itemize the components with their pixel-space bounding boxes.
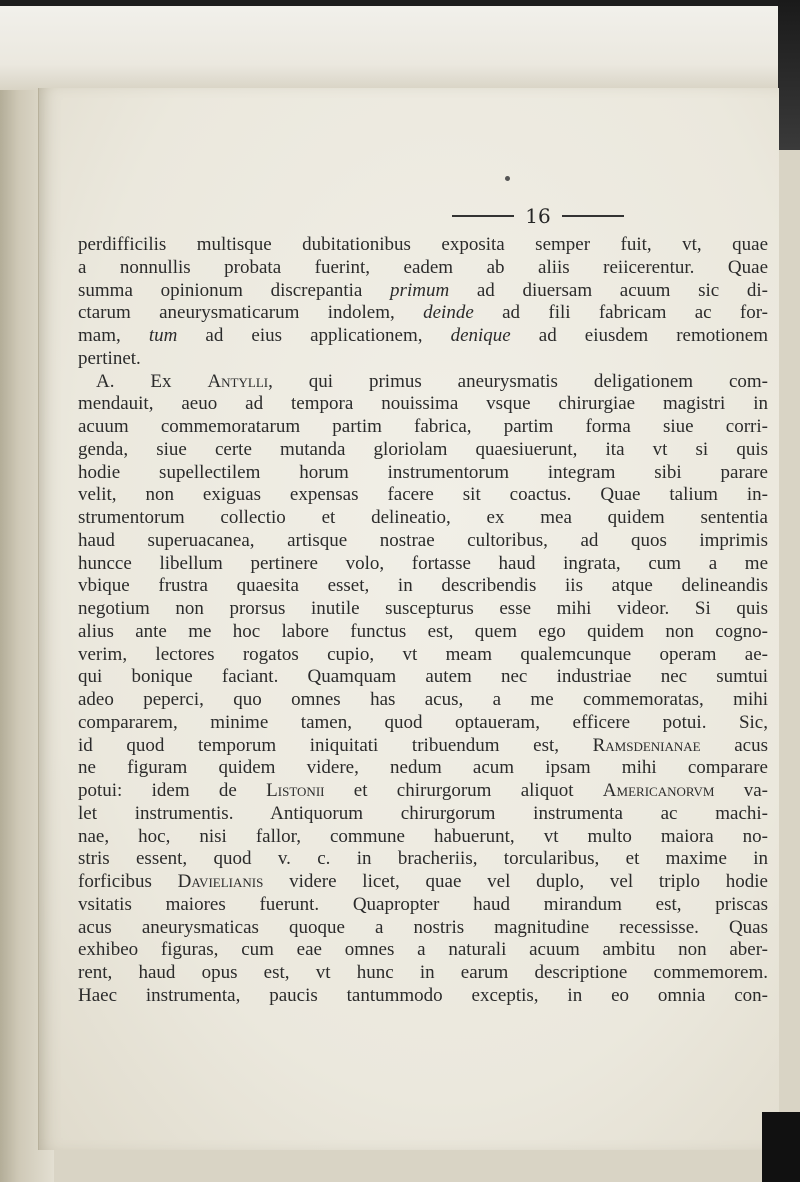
text-run: genda, siue certe mutanda gloriolam quaesiuerunt, ita vt si quis <box>78 438 768 460</box>
text-run: acus <box>700 734 768 756</box>
text-run: velit, non exiguas expensas facere sit coactus. Quae talium in- <box>78 484 768 506</box>
small-caps-name: Davielianis <box>177 871 264 892</box>
scan-dark-corner <box>762 1112 800 1182</box>
text-run: perdifficilis multisque dubitationibus exposita semper fuit, vt, quae <box>78 234 768 255</box>
small-caps-name: Antylli <box>207 370 269 392</box>
text-line <box>78 962 768 985</box>
text-line <box>78 735 768 758</box>
text-line <box>78 712 768 735</box>
text-line <box>78 507 768 530</box>
text-run: pertinet. <box>78 347 141 369</box>
text-run: alius ante me hoc labore functus est, quem ego quidem non cogno- <box>78 620 768 642</box>
text-run: Haec instrumenta, paucis tantummodo exceptis, in eo omnia con- <box>78 984 768 1006</box>
text-line <box>78 666 768 689</box>
text-run: mendauit, aeuo ad tempora nouissima vsque chirurgiae magistri in <box>78 393 768 415</box>
scan-top-margin <box>0 0 800 92</box>
text-run: id quod temporum iniquitati tribuendum est, <box>78 734 593 756</box>
text-run: ad eiusdem remotionem <box>510 325 769 346</box>
text-run: vsitatis maiores fuerunt. Quapropter haud mirandum est, priscas <box>78 893 768 915</box>
text-run: et chirurgorum aliquot <box>324 780 603 801</box>
text-run: exhibeo figuras, cum eae omnes a naturali acuum ambitu non aber- <box>78 939 768 961</box>
text-run: rent, haud opus est, vt hunc in earum descriptione commemorem. <box>78 962 768 983</box>
text-line <box>78 871 768 894</box>
text-run: adeo peperci, quo omnes has acus, a me commemoratas, mihi <box>78 689 768 710</box>
text-run: videre licet, quae vel duplo, vel triplo hodie <box>263 871 768 892</box>
text-line <box>78 257 768 280</box>
italic-word: tum <box>148 325 178 346</box>
text-run: ad eius applicationem, <box>177 325 451 346</box>
text-line <box>78 826 768 849</box>
text-line <box>78 780 768 803</box>
text-run: hodie supellectilem horum instrumentorum integram sibi parare <box>78 461 768 483</box>
text-run: stris essent, quod v. c. in bracheriis, torcularibus, et maxime in <box>78 848 768 870</box>
text-run: haud superuacanea, artisque nostrae cultoribus, ad quos imprimis <box>78 529 768 551</box>
text-line <box>78 644 768 667</box>
text-run: a nonnullis probata fuerint, eadem ab aliis reiicerentur. Quae <box>78 256 768 278</box>
text-run: compararem, minime tamen, quod optaueram, efficere potui. Sic, <box>78 711 768 733</box>
header-rule-right <box>562 215 624 217</box>
text-line <box>78 371 768 394</box>
text-run: vbique frustra quaesita esset, in describendis iis atque delineandis <box>78 575 768 597</box>
italic-word: primum <box>390 279 450 301</box>
body-text <box>78 234 768 1008</box>
text-line <box>78 439 768 462</box>
text-line <box>78 530 768 553</box>
text-run: strumentorum collectio et delineatio, ex mea quidem sententia <box>78 507 768 528</box>
text-run: acus aneurysmaticas quoque a nostris magnitudine recessisse. Quas <box>78 916 768 938</box>
text-line <box>78 803 768 826</box>
small-caps-name: Ramsdenianae <box>592 734 701 756</box>
italic-word: deinde <box>423 302 474 324</box>
text-line <box>78 598 768 621</box>
ink-speck <box>505 176 510 181</box>
text-line <box>78 757 768 780</box>
text-line <box>78 848 768 871</box>
text-run: qui bonique faciant. Quamquam autem nec industriae nec sumtui <box>78 666 768 688</box>
text-run: mam, <box>78 325 149 346</box>
text-line <box>78 325 768 348</box>
text-run: ad diuersam acuum sic di- <box>449 279 768 301</box>
text-line <box>78 280 768 303</box>
text-line <box>78 894 768 917</box>
text-run: ctarum aneurysmaticarum indolem, <box>78 302 424 324</box>
text-run: , qui primus aneurysmatis deligationem com- <box>268 370 769 392</box>
header-rule-left <box>452 215 514 217</box>
italic-word: denique <box>450 325 511 346</box>
text-run: nae, hoc, nisi fallor, commune habuerunt, vt multo maiora no- <box>78 825 768 847</box>
small-caps-name: Americanorvm <box>602 780 715 801</box>
text-line <box>78 621 768 644</box>
text-run: huncce libellum pertinere volo, fortasse haud ingrata, cum a me <box>78 552 768 574</box>
text-line <box>78 484 768 507</box>
text-line <box>78 416 768 439</box>
page-header <box>0 205 800 227</box>
text-run: verim, lectores rogatos cupio, vt meam qualemcunque operam ae- <box>78 643 768 665</box>
text-run: ad fili fabricam ac for- <box>473 302 769 324</box>
text-run: potui: idem de <box>78 780 267 801</box>
text-run: ne figuram quidem videre, nedum acum ipsam mihi comparare <box>78 757 768 779</box>
text-run: A. Ex <box>96 370 208 392</box>
text-line <box>78 985 768 1008</box>
text-line <box>78 393 768 416</box>
text-run: summa opinionum discrepantia <box>78 279 391 301</box>
text-line <box>78 234 768 257</box>
page-number: 16 <box>525 204 551 228</box>
text-line <box>78 939 768 962</box>
text-run: acuum commemoratarum partim fabrica, partim forma siue corri- <box>78 416 768 437</box>
text-run: let instrumentis. Antiquorum chirurgorum instrumenta ac machi- <box>78 802 768 824</box>
text-line <box>78 462 768 485</box>
text-run: negotium non prorsus inutile suscepturus esse mihi videor. Si quis <box>78 598 768 619</box>
small-caps-name: Listonii <box>266 780 325 801</box>
text-line <box>78 689 768 712</box>
text-run: va- <box>714 780 768 801</box>
text-line <box>78 348 768 371</box>
text-line <box>78 302 768 325</box>
scan-dark-edge <box>778 0 800 150</box>
text-run: forficibus <box>78 871 178 892</box>
text-line <box>78 575 768 598</box>
text-line <box>78 917 768 940</box>
text-line <box>78 553 768 576</box>
